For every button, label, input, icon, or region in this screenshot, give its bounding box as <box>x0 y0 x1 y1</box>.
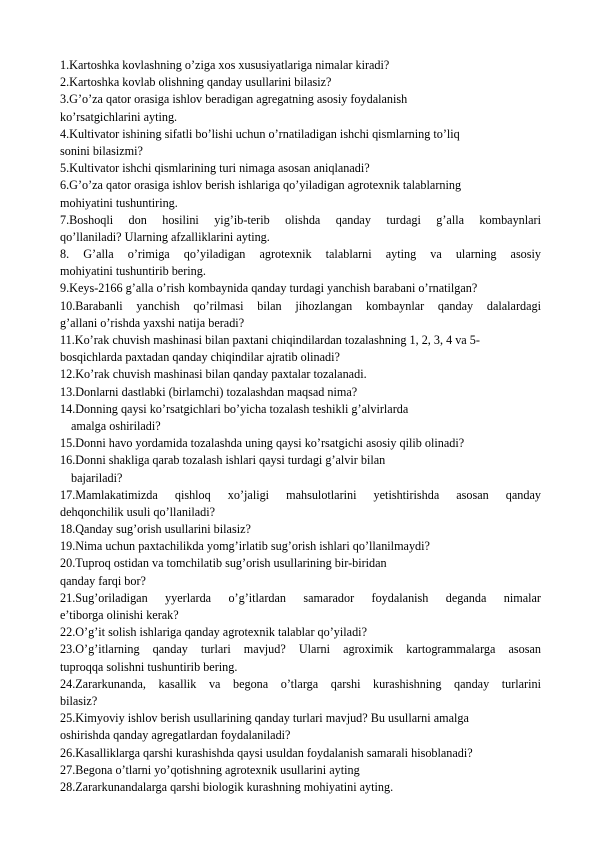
question-line: 22.O’g’it solish ishlariga qanday agrotexnik talablar qo’yiladi? <box>60 625 367 640</box>
question-line: bilasiz? <box>60 693 98 708</box>
question-line: 1.Kartoshka kovlashning o’ziga xos xususiyatlariga nimalar kiradi? <box>60 58 390 72</box>
question-line: 10.Barabanli yanchish qo’rilmasi bilan jihozlangan kombaynlar qanday dalalardagi <box>60 298 541 313</box>
question-line: tuproqqa solishni tushuntirib bering. <box>60 659 238 674</box>
question-line: 21.Sug’oriladigan yyerlarda o’g’itlardan samarador foydalanish deganda nimalar <box>60 590 541 605</box>
question-line: 19.Nima uchun paxtachilikda yomg’irlatib sug’orish ishlari qo’llanilmaydi? <box>60 539 430 554</box>
question-line: 18.Qanday sug’orish usullarini bilasiz? <box>60 522 251 537</box>
question-line: 11.Ko’rak chuvish mashinasi bilan paxtani chiqindilardan tozalashning 1, 2, 3, 4 va 5- <box>60 333 480 347</box>
question-line: g’allani o’rishda yaxshi natija beradi? <box>60 315 245 330</box>
question-line: 17.Mamlakatimizda qishloq xo’jaligi mahsulotlarini yetishtirishda asosan qanday <box>60 487 541 502</box>
question-list <box>60 57 541 796</box>
question-line: bajariladi? <box>71 470 123 485</box>
question-line: 25.Kimyoviy ishlov berish usullarining qanday turlari mavjud? Bu usullarni amalga <box>60 711 469 726</box>
question-line: 3.G’o’za qator orasiga ishlov beradigan agregatning asosiy foydalanish <box>60 92 408 107</box>
question-line: mohiyatini tushuntiring. <box>60 195 178 210</box>
question-line: 7.Boshoqli don hosilini yig’ib-terib olishda qanday turdagi g’alla kombaynlari <box>60 212 541 227</box>
question-line: 26.Kasalliklarga qarshi kurashishda qaysi usuldan foydalanish samarali hisoblanadi? <box>60 745 473 760</box>
question-line: 8. G’alla o’rimiga qo’yiladigan agrotexnik talablarni ayting va ularning asosiy <box>60 247 541 262</box>
question-line: 5.Kultivator ishchi qismlarining turi nimaga asosan aniqlanadi? <box>60 161 370 176</box>
question-line: ko’rsatgichlarini ayting. <box>60 109 178 124</box>
question-line: oshirishda qanday agregatlardan foydalaniladi? <box>60 728 291 743</box>
question-line: 14.Donning qaysi ko’rsatgichlari bo’yicha tozalash teshikli g’alvirlarda <box>60 401 409 416</box>
question-line: 28.Zararkunandalarga qarshi biologik kurashning mohiyatini ayting. <box>60 779 394 794</box>
question-line: mohiyatini tushuntirib bering. <box>60 264 206 279</box>
question-line: 6.G’o’za qator orasiga ishlov berish ishlariga qo’yiladigan agrotexnik talablarning <box>60 178 462 193</box>
question-line: qo’llaniladi? Ularning afzalliklarini ayting. <box>60 229 270 244</box>
question-line: 13.Donlarni dastlabki (birlamchi) tozalashdan maqsad nima? <box>60 384 358 399</box>
question-line: bosqichlarda paxtadan qanday chiqindilar ajratib olinadi? <box>60 350 340 365</box>
question-line: dehqonchilik usuli qo’llaniladi? <box>60 504 216 519</box>
question-line: 24.Zararkunanda, kasallik va begona o’tlarga qarshi kurashishning qanday turlarini <box>60 676 541 691</box>
question-line: qanday farqi bor? <box>60 573 146 588</box>
question-line: 16.Donni shakliga qarab tozalash ishlari qaysi turdagi g’alvir bilan <box>60 453 386 468</box>
question-line: 27.Begona o’tlarni yo’qotishning agrotexnik usullarini ayting <box>60 762 360 777</box>
question-line: 9.Keys-2166 g’alla o’rish kombaynida qanday turdagi yanchish barabani o’rnatilgan? <box>60 281 478 296</box>
question-line: 15.Donni havo yordamida tozalashda uning qaysi ko’rsatgichi asosiy qilib olinadi? <box>60 436 465 451</box>
question-line: amalga oshiriladi? <box>71 418 161 433</box>
question-line: 23.O’g’itlarning qanday turlari mavjud? Ularni agroximik kartogrammalarga asosan <box>60 642 541 657</box>
question-line: 4.Kultivator ishining sifatli bo’lishi uchun o’rnatiladigan ishchi qismlarning to’liq <box>60 126 460 141</box>
question-line: 2.Kartoshka kovlab olishning qanday usullarini bilasiz? <box>60 75 332 90</box>
question-line: sonini bilasizmi? <box>60 143 143 158</box>
question-line: 20.Tuproq ostidan va tomchilatib sug’orish usullarining bir-biridan <box>60 556 387 571</box>
question-line: 12.Ko’rak chuvish mashinasi bilan qanday paxtalar tozalanadi. <box>60 367 367 382</box>
question-line: e’tiborga olinishi kerak? <box>60 608 179 622</box>
